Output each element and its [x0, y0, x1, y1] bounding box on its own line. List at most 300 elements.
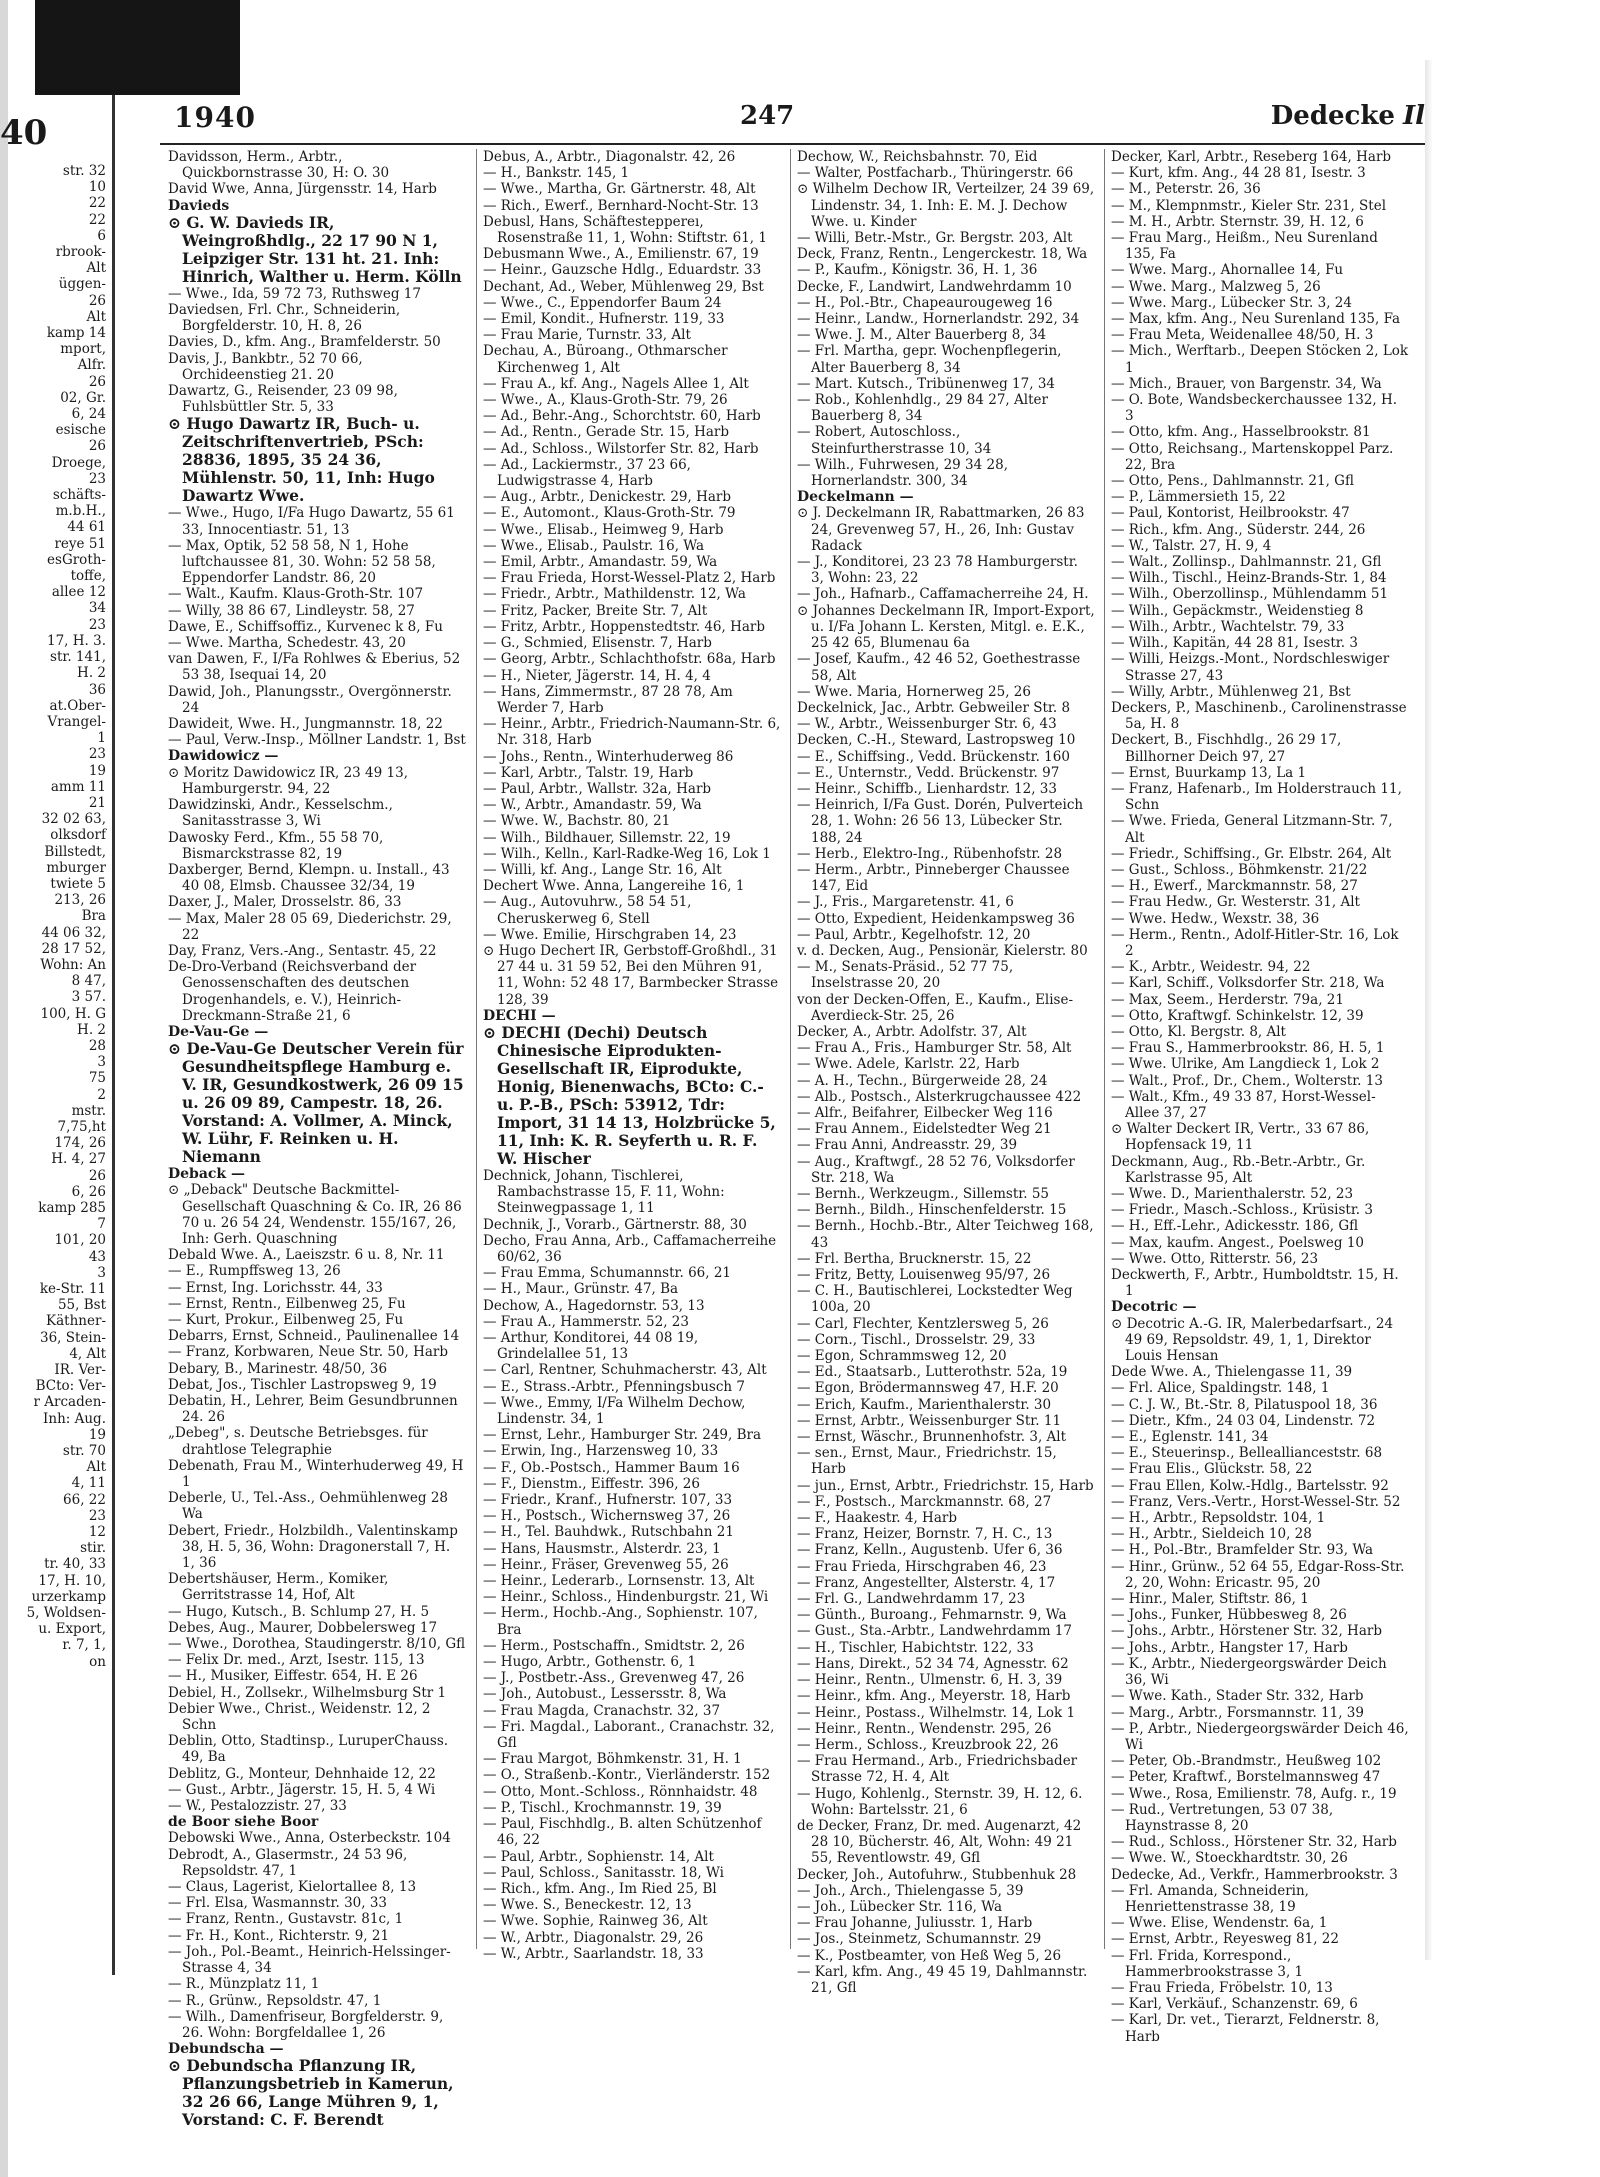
directory-entry: Debert, Friedr., Holzbildh., Valentinskamp 38, H. 5, 36, Wohn: Dragonerstall 7, H. 1, 36	[168, 1522, 458, 1572]
directory-entry: — Frau S., Hammerbrookstr. 86, H. 5, 1	[1111, 1040, 1385, 1057]
directory-entry: — Johs., Arbtr., Hörstener Str. 32, Harb	[1111, 1623, 1382, 1640]
directory-entry: — Max, Maler 28 05 69, Diederichstr. 29, 22	[168, 910, 452, 943]
directory-entry: — Wwe. Marg., Lübecker Str. 3, 24	[1111, 294, 1352, 311]
directory-entry: ⊙ Decotric A.-G. IR, Malerbedarfsart., 24 49 69, Repsoldstr. 49, 1, 1, Direktor Louis Hensan	[1111, 1315, 1394, 1365]
previous-page-line: 55, Bst	[57, 1297, 106, 1314]
directory-entry: Decker, Karl, Arbtr., Reseberg 164, Harb	[1111, 149, 1392, 165]
previous-page-line: 66, 22	[63, 1491, 106, 1508]
directory-entry: — Frau Emma, Schumannstr. 66, 21	[483, 1265, 732, 1282]
directory-entry: — Max, Seem., Herderstr. 79a, 21	[1111, 991, 1344, 1008]
directory-entry: — Fritz, Arbtr., Hoppenstedtstr. 46, Harb	[483, 618, 766, 635]
directory-entry: — Paul, Verw.-Insp., Möllner Landstr. 1, Bst	[168, 732, 466, 749]
directory-entry: — Walter, Postfacharb., Thüringerstr. 66	[797, 165, 1074, 182]
page-year: 1940	[174, 101, 256, 134]
column-4	[1104, 149, 1409, 2045]
previous-page-line: 23	[88, 616, 106, 633]
directory-entry: — E., Steuerinsp., Belleallianceststr. 68	[1111, 1445, 1383, 1462]
directory-entry: — Wwe. Martha, Schedestr. 43, 20	[168, 635, 406, 652]
previous-page-line: 19	[88, 762, 106, 779]
directory-entry: — Max, Optik, 52 58 58, N 1, Hohe luftchaussee 81, 30. Wohn: 52 58 58, Eppendorfer Landstr. 86, 20	[168, 537, 436, 587]
previous-page-line: 17, H. 10,	[38, 1572, 106, 1589]
directory-entry: — Karl, Dr. vet., Tierarzt, Feldnerstr. 8, Harb	[1111, 2012, 1380, 2045]
directory-entry: — Paul, Arbtr., Kegelhofstr. 12, 20	[797, 926, 1031, 943]
directory-entry: De-Dro-Verband (Reichsverband der Genossenschaften des deutschen Drogenhandels, e. V.), Heinrich-Dreckmann-Straße 21, 6	[168, 959, 417, 1024]
directory-entry: — Friedr., Kranf., Hufnerstr. 107, 33	[483, 1492, 733, 1509]
directory-entry: — Wwe., Martha, Gr. Gärtnerstr. 48, Alt	[483, 181, 756, 198]
directory-entry: — Wwe., Rosa, Emilienstr. 78, Aufg. r., 19	[1111, 1785, 1397, 1802]
directory-entry: Dechow, W., Reichsbahnstr. 70, Eid	[797, 149, 1038, 165]
previous-page-line: str. 141,	[50, 649, 106, 666]
page-gutter-shadow	[1425, 60, 1433, 1960]
directory-entry: ⊙ Walter Deckert IR, Vertr., 33 67 86, Hopfensack 19, 11	[1111, 1121, 1370, 1154]
directory-entry: — Ernst, Lehr., Hamburger Str. 249, Bra	[483, 1427, 762, 1444]
column-1	[168, 149, 466, 2130]
directory-entry: — Alb., Postsch., Alsterkrugchaussee 422	[797, 1088, 1082, 1105]
directory-entry: — Wwe., Ida, 59 72 73, Ruthsweg 17	[168, 285, 421, 302]
previous-page-line: 43	[88, 1248, 106, 1265]
directory-entry: — Wwe. Ulrike, Am Langdieck 1, Lok 2	[1111, 1056, 1380, 1073]
running-title	[1271, 101, 1425, 131]
directory-entry: — H., Maur., Grünstr. 47, Ba	[483, 1281, 679, 1298]
directory-entry: — Frau Margot, Böhmkenstr. 31, H. 1	[483, 1751, 742, 1768]
page-number: 247	[740, 101, 795, 131]
directory-entry: — Paul, Schloss., Sanitasstr. 18, Wi	[483, 1864, 724, 1881]
directory-entry: — Emil, Arbtr., Amandastr. 59, Wa	[483, 554, 718, 571]
directory-entry: — Otto, Pens., Dahlmannstr. 21, Gfl	[1111, 473, 1354, 490]
directory-entry: Dede Wwe. A., Thielengasse 11, 39	[1111, 1364, 1353, 1381]
directory-entry: — Heinr., kfm. Ang., Meyerstr. 18, Harb	[797, 1688, 1071, 1705]
section-heading: DECHI —	[483, 1007, 556, 1024]
directory-entry: — Otto, kfm. Ang., Hasselbrookstr. 81	[1111, 424, 1371, 441]
directory-entry: — Wilh., Fuhrwesen, 29 34 28, Hornerlandstr. 300, 34	[797, 456, 1008, 490]
directory-entry: — E., Strass.-Arbtr., Pfenningsbusch 7	[483, 1378, 745, 1395]
directory-entry: Decke, F., Landwirt, Landwehrdamm 10	[797, 278, 1072, 295]
directory-entry: — Frl. Bertha, Brucknerstr. 15, 22	[797, 1250, 1032, 1267]
directory-entry: — Wwe. D., Marienthalerstr. 52, 23	[1111, 1186, 1354, 1202]
previous-page-line: 36	[88, 681, 106, 698]
column-3	[790, 149, 1095, 1996]
directory-entry: Debatin, H., Lehrer, Beim Gesundbrunnen 24. 26	[168, 1392, 458, 1426]
previous-page-line: 2	[97, 1086, 106, 1103]
directory-entry: — Frau Elis., Glückstr. 58, 22	[1111, 1461, 1313, 1478]
directory-entry: Deckmann, Aug., Rb.-Betr.-Arbtr., Gr. Karlstrasse 95, Alt	[1111, 1153, 1366, 1186]
directory-entry: ⊙ Debundscha Pflanzung IR, Pflanzungsbetrieb in Kamerun, 32 26 66, Lange Mühren 9, 1, Vorstand: C. F. Berendt	[168, 2056, 454, 2130]
directory-entry: Dawe, E., Schiffsoffiz., Kurvenec k 8, Fu	[168, 618, 443, 635]
directory-entry: van Dawen, F., I/Fa Rohlwes & Eberius, 52 53 38, Isequai 14, 20	[168, 651, 461, 684]
directory-entry: — R., Münzplatz 11, 1	[168, 1976, 320, 1993]
directory-entry: — M. H., Arbtr. Sternstr. 39, H. 12, 6	[1111, 213, 1364, 230]
scan-dark-corner	[35, 0, 240, 95]
directory-entry: Decker, Joh., Autofuhrw., Stubbenhuk 28	[797, 1866, 1077, 1883]
directory-entry: — Wwe. Hedw., Wexstr. 38, 36	[1111, 910, 1320, 927]
directory-entry: — Heinr., Postass., Wilhelmstr. 14, Lok 1	[797, 1704, 1076, 1721]
directory-entry: Daxberger, Bernd, Klempn. u. Install., 43 40 08, Elmsb. Chaussee 32/34, 19	[168, 861, 450, 895]
directory-entry: — Wwe. Emilie, Hirschgraben 14, 23	[483, 926, 737, 943]
directory-entry: — Karl, Verkäuf., Schanzenstr. 69, 6	[1111, 1996, 1358, 2013]
directory-entry: Debusmann Wwe., A., Emilienstr. 67, 19	[483, 246, 759, 263]
previous-page-lines	[0, 163, 112, 1670]
directory-entry: — O., Straßenb.-Kontr., Vierländerstr. 152	[483, 1767, 771, 1784]
directory-entry: — Johs., Funker, Hübbesweg 8, 26	[1111, 1607, 1347, 1624]
previous-page-line: 75	[88, 1070, 106, 1087]
directory-entry: — Wilh., Arbtr., Wachtelstr. 79, 33	[1111, 618, 1345, 635]
previous-page-line: esische	[55, 422, 106, 439]
directory-entry: — Heinrich, I/Fa Gust. Dorén, Pulverteich 28, 1. Wohn: 26 56 13, Lübecker Str. 188, 24	[797, 797, 1084, 846]
previous-page-line: 21	[88, 794, 106, 811]
previous-page-line: üggen-	[58, 276, 106, 293]
directory-entry: — Frau A., Fris., Hamburger Str. 58, Alt	[797, 1040, 1072, 1057]
directory-entry: — Otto, Kraftwgf. Schinkelstr. 12, 39	[1111, 1007, 1364, 1024]
directory-entry: Debowski Wwe., Anna, Osterbeckstr. 104	[168, 1830, 451, 1847]
previous-page-line: at.Ober-	[49, 697, 106, 714]
directory-page	[160, 95, 1425, 2130]
directory-entry: Davis, J., Bankbtr., 52 70 66, Orchideenstieg 21. 20	[168, 350, 363, 383]
directory-entry: — Karl, Schiff., Volksdorfer Str. 218, Wa	[1111, 975, 1385, 992]
previous-page-line: 6, 24	[71, 406, 106, 423]
previous-page-line: r Arcaden-	[33, 1394, 106, 1411]
previous-page-line: 26	[88, 438, 106, 455]
directory-entry: — Hugo, Kutsch., B. Schlump 27, H. 5	[168, 1603, 430, 1620]
directory-entry: — Hans, Zimmermstr., 87 28 78, Am Werder 7, Harb	[483, 683, 733, 716]
directory-entry: — Heinr., Schiffb., Lienhardstr. 12, 33	[797, 780, 1057, 797]
directory-entry: ⊙ Moritz Dawidowicz IR, 23 49 13, Hamburgerstr. 94, 22	[168, 764, 408, 797]
directory-entry: — A. H., Techn., Bürgerweide 28, 24	[797, 1072, 1048, 1089]
section-heading: De-Vau-Ge —	[168, 1023, 269, 1040]
directory-entry: — E., Unternstr., Vedd. Brückenstr. 97	[797, 764, 1060, 781]
directory-entry: — Peter, Kraftwf., Borstelmannsweg 47	[1111, 1769, 1381, 1786]
directory-entry: — Franz, Kelln., Augustenb. Ufer 6, 36	[797, 1542, 1063, 1559]
previous-page-line: mburger	[46, 859, 106, 876]
directory-entry: — Robert, Autoschloss., Steinfurtherstrasse 10, 34	[797, 424, 992, 457]
directory-entry: — Frl. Elsa, Wasmannstr. 30, 33	[168, 1895, 388, 1912]
directory-entry: Davidsson, Herm., Arbtr., Quickbornstrasse 30, H: O. 30	[168, 149, 390, 182]
directory-entry: — P., Tischl., Krochmannstr. 19, 39	[483, 1799, 722, 1816]
previous-page-line: Alt	[86, 260, 106, 277]
directory-entry: — Wwe., A., Klaus-Groth-Str. 79, 26	[483, 392, 728, 409]
directory-entry: Deckert, B., Fischhdlg., 26 29 17, Billhorner Deich 97, 27	[1111, 732, 1342, 765]
directory-entry: — Gust., Sta.-Arbtr., Landwehrdamm 17	[797, 1623, 1072, 1640]
previous-page-line: olksdorf	[50, 827, 106, 844]
directory-entry: — Paul, Kontorist, Heilbrookstr. 47	[1111, 505, 1350, 522]
directory-entry: — Heinr., Arbtr., Friedrich-Naumann-Str. 6, Nr. 318, Harb	[483, 716, 781, 749]
directory-entry: ⊙ „Deback" Deutsche Backmittel-Gesellschaft Quaschning & Co. IR, 26 86 70 u. 26 54 24, Wendenstr. 155/167, 26, Inh: Gerh. Quaschning	[168, 1182, 462, 1247]
directory-entry: — Frau Hermand., Arb., Friedrichsbader Strasse 72, H. 4, Alt	[797, 1753, 1078, 1786]
directory-entry: — Georg, Arbtr., Schlachthofstr. 68a, Harb	[483, 651, 776, 668]
directory-entry: Dechert Wwe. Anna, Langereihe 16, 1	[483, 878, 745, 895]
previous-page-line: mstr.	[71, 1102, 106, 1119]
directory-entry: — P., Lämmersieth 15, 22	[1111, 489, 1286, 506]
directory-entry: — Johs., Rentn., Winterhuderweg 86	[483, 748, 734, 765]
previous-page-line: 17, H. 3.	[47, 632, 106, 649]
directory-entry: Debier Wwe., Christ., Weidenstr. 12, 2 Schn	[168, 1700, 431, 1734]
directory-entry: — Dietr., Kfm., 24 03 04, Lindenstr. 72	[1111, 1412, 1376, 1429]
directory-entry: — Frau Frieda, Horst-Wessel-Platz 2, Harb	[483, 570, 776, 587]
directory-entry: — Max, kaufm. Angest., Poelsweg 10	[1111, 1234, 1365, 1251]
directory-entry: — Hans, Hausmstr., Alsterdr. 23, 1	[483, 1540, 721, 1557]
directory-entry: Debusl, Hans, Schäftesteppereı, Rosenstraße 11, 1, Wohn: Stiftstr. 61, 1	[483, 213, 767, 247]
previous-page-line: twiete 5	[50, 875, 106, 892]
directory-entry: — J., Postbetr.-Ass., Grevenweg 47, 26	[483, 1670, 745, 1687]
directory-entry: — Walt., Kaufm. Klaus-Groth-Str. 107	[168, 586, 424, 603]
directory-entry: — Ad., Rentn., Gerade Str. 15, Harb	[483, 424, 729, 441]
directory-entry: — Walt., Kfm., 49 33 87, Horst-Wessel-Allee 37, 27	[1111, 1088, 1376, 1121]
directory-entry: ⊙ DECHI (Dechi) Deutsch Chinesische Eiprodukten-Gesellschaft IR, Eiprodukte, Honig, Bienenwachs, BCto: C.- u. P.-B., PSch: 53912, Tdr: Import, 31 14 13, Holzbrücke 5, 11, Inh: K. R. Seyferth u. R. F. W. Hischer	[483, 1022, 776, 1168]
previous-page-line: 4, Alt	[69, 1345, 106, 1362]
previous-page-line: 101, 20	[54, 1232, 106, 1249]
directory-entry: — Wwe. Adele, Karlstr. 22, Harb	[797, 1056, 1020, 1073]
directory-entry: — W., Pestalozzistr. 27, 33	[168, 1798, 347, 1815]
directory-entry: — K., Postbeamter, von Heß Weg 5, 26	[797, 1947, 1062, 1964]
section-heading: Deback —	[168, 1166, 246, 1183]
previous-page-line: amm 11	[50, 778, 106, 795]
directory-entry: — Ernst, Ing. Lorichsstr. 44, 33	[168, 1279, 383, 1296]
previous-page-line: 6	[97, 227, 106, 244]
previous-page-line: 10	[88, 179, 106, 196]
directory-entry: — H., Pol.-Btr., Chapeaurougeweg 16	[797, 294, 1053, 311]
directory-entry: — Frau A., kf. Ang., Nagels Allee 1, Alt	[483, 375, 749, 392]
directory-entry: — Heinr., Rentn., Ulmenstr. 6, H. 3, 39	[797, 1672, 1063, 1689]
directory-entry: — Frau Frieda, Hirschgraben 46, 23	[797, 1558, 1047, 1575]
directory-entry: — Josef, Kaufm., 42 46 52, Goethestrasse 58, Alt	[797, 651, 1081, 684]
directory-entry: — W., Arbtr., Weissenburger Str. 6, 43	[797, 716, 1057, 733]
directory-entry: — Carl, Rentner, Schuhmacherstr. 43, Alt	[483, 1362, 767, 1379]
entry-columns	[160, 149, 1425, 2130]
directory-entry: — E., Eglenstr. 141, 34	[1111, 1429, 1269, 1446]
previous-page-line: 100, H. G	[40, 1005, 106, 1022]
directory-entry: — Frl. Martha, gepr. Wochenpflegerin, Alter Bauerberg 8, 34	[797, 343, 1062, 376]
previous-page-line: toffe,	[70, 568, 106, 585]
directory-entry: Debat, Jos., Tischler Lastropsweg 9, 19	[168, 1376, 437, 1393]
directory-entry: — H., Tel. Bauhdwk., Rutschbahn 21	[483, 1524, 734, 1541]
directory-entry: Davies, D., kfm. Ang., Bramfelderstr. 50	[168, 334, 441, 351]
directory-entry: — R., Grünw., Repsoldstr. 47, 1	[168, 1992, 382, 2009]
directory-entry: — Rich., kfm. Ang., Süderstr. 244, 26	[1111, 521, 1366, 538]
directory-entry: Day, Franz, Vers.-Ang., Sentastr. 45, 22	[168, 942, 437, 959]
directory-entry: — Frau Marg., Heißm., Neu Surenland 135, Fa	[1111, 230, 1378, 263]
previous-page-line: 26	[88, 373, 106, 390]
directory-entry: — Ernst, Buurkamp 13, La 1	[1111, 764, 1307, 781]
previous-page-line: ke-Str. 11	[39, 1281, 106, 1298]
directory-entry: ⊙ G. W. Davieds IR, Weingroßhdlg., 22 17 90 N 1, Leipziger Str. 131 ht. 21. Inh: Hinrich, Walther u. Herm. Kölln	[168, 212, 462, 286]
directory-entry: — Aug., Kraftwgf., 28 52 76, Volksdorfer Str. 218, Wa	[797, 1153, 1075, 1186]
directory-entry: — Wwe., Dorothea, Staudingerstr. 8/10, Gfl	[168, 1636, 466, 1653]
directory-entry: „Debeg", s. Deutsche Betriebsges. für drahtlose Telegraphie	[168, 1425, 428, 1458]
previous-page-line: 23	[88, 1507, 106, 1524]
previous-page-line: kamp 285	[38, 1200, 106, 1216]
section-heading: Davieds	[168, 197, 230, 214]
directory-entry: Debes, Aug., Maurer, Dobbelersweg 17	[168, 1619, 438, 1636]
directory-entry: — Erich, Kaufm., Marienthalerstr. 30	[797, 1396, 1052, 1413]
previous-page-line: urzerkamp	[31, 1588, 106, 1605]
directory-entry: — Heinr., Fräser, Grevenweg 55, 26	[483, 1556, 729, 1573]
directory-entry: — Franz, Angestellter, Alsterstr. 4, 17	[797, 1574, 1056, 1591]
directory-entry: — F., Postsch., Marckmannstr. 68, 27	[797, 1493, 1052, 1510]
directory-entry: — Frau Ellen, Kolw.-Hdlg., Bartelsstr. 92	[1111, 1477, 1389, 1494]
previous-page-line: mport,	[60, 341, 106, 358]
directory-entry: — Frl. Amanda, Schneiderin, Henriettenstrasse 38, 19	[1111, 1882, 1309, 1915]
previous-page-line: 28 17 52,	[41, 940, 106, 957]
directory-entry: Debrodt, A., Glasermstr., 24 53 96, Repsoldstr. 47, 1	[168, 1846, 408, 1879]
directory-entry: Dawideit, Wwe. H., Jungmannstr. 18, 22	[168, 716, 443, 733]
directory-entry: — Herm., Schloss., Kreuzbrook 22, 26	[797, 1736, 1059, 1753]
directory-entry: — Claus, Lagerist, Kielortallee 8, 13	[168, 1879, 417, 1896]
directory-entry: — Joh., Hafnarb., Caffamacherreihe 24, H.	[797, 586, 1089, 603]
directory-entry: — C. H., Bautischlerei, Lockstedter Weg 100a, 20	[797, 1283, 1073, 1316]
directory-entry: — E., Rumpffsweg 13, 26	[168, 1263, 341, 1280]
directory-entry: — Frau Annem., Eidelstedter Weg 21	[797, 1121, 1052, 1138]
previous-page-line: Inh: Aug.	[43, 1410, 106, 1427]
directory-entry: — Ernst, Arbtr., Reyesweg 81, 22	[1111, 1931, 1339, 1948]
directory-entry: — Wilh., Damenfriseur, Borgfelderstr. 9, 26. Wohn: Borgfeldallee 1, 26	[168, 2008, 444, 2041]
previous-page-line: 8 47,	[71, 973, 106, 990]
directory-entry: Dechnick, Johann, Tischlerei, Rambachstrasse 15, F. 11, Wohn: Steinwegpassage 1, 11	[483, 1167, 725, 1217]
directory-entry: — Hugo, Kohlenlg., Sternstr. 39, H. 12, 6. Wohn: Bartelsstr. 21, 6	[797, 1785, 1083, 1818]
previous-page-line: schäfts-	[52, 487, 106, 504]
directory-entry: — Marg., Arbtr., Forsmannstr. 11, 39	[1111, 1704, 1364, 1721]
previous-page-line: 44 61	[67, 519, 106, 536]
column-2	[476, 149, 781, 1962]
directory-entry: — Otto, Mont.-Schloss., Rönnhaidstr. 48	[483, 1783, 758, 1800]
previous-page-line: BCto: Ver-	[35, 1378, 106, 1395]
directory-entry: — Mich., Werftarb., Deepen Stöcken 2, Lok 1	[1111, 343, 1409, 376]
running-title-name: Dedecke	[1270, 101, 1395, 131]
directory-entry: de Decker, Franz, Dr. med. Augenarzt, 42 28 10, Bücherstr. 46, Alt, Wohn: 49 21 55, Reventlowstr. 49, Gfl	[797, 1817, 1082, 1867]
directory-entry: — Wilh., Bildhauer, Sillemstr. 22, 19	[483, 829, 731, 846]
directory-entry: — Friedr., Arbtr., Mathildenstr. 12, Wa	[483, 586, 746, 603]
directory-entry: — Paul, Arbtr., Wallstr. 32a, Harb	[483, 780, 712, 797]
directory-entry: — M., Klempnmstr., Kieler Str. 231, Stel	[1111, 197, 1387, 214]
directory-entry: — K., Arbtr., Niedergeorgswärder Deich 36, Wi	[1111, 1655, 1387, 1689]
directory-entry: — Hinr., Maler, Stiftstr. 86, 1	[1111, 1591, 1309, 1608]
directory-entry: — Willi, kf. Ang., Lange Str. 16, Alt	[483, 861, 722, 878]
directory-entry: — Franz, Korbwaren, Neue Str. 50, Harb	[168, 1344, 448, 1361]
directory-entry: — Rud., Schloss., Hörstener Str. 32, Harb	[1111, 1834, 1397, 1851]
directory-entry: — Herm., Arbtr., Pinneberger Chaussee 147, Eid	[797, 861, 1070, 895]
directory-entry: — Ad., Schloss., Wilstorfer Str. 82, Harb	[483, 440, 759, 457]
directory-entry: — Wwe., Elisab., Paulstr. 16, Wa	[483, 537, 705, 554]
directory-entry: — Fr. H., Kont., Richterstr. 9, 21	[168, 1927, 390, 1944]
directory-entry: — Wwe., Hugo, I/Fa Hugo Dawartz, 55 61 33, Innocentiastr. 51, 13	[168, 505, 455, 538]
directory-entry: — Frl. G., Landwehrdamm 17, 23	[797, 1591, 1026, 1608]
directory-entry: Deck, Franz, Rentn., Lengerckestr. 18, Wa	[797, 246, 1088, 263]
directory-entry: Debus, A., Arbtr., Diagonalstr. 42, 26	[483, 149, 736, 165]
directory-entry: — Wwe. Frieda, General Litzmann-Str. 7, Alt	[1111, 813, 1393, 846]
directory-entry: — Felix Dr. med., Arzt, Isestr. 115, 13	[168, 1652, 425, 1669]
directory-entry: — Mich., Brauer, von Bargenstr. 34, Wa	[1111, 375, 1382, 392]
directory-entry: — Frau Marie, Turnstr. 33, Alt	[483, 327, 691, 344]
directory-entry: — Rich., kfm. Ang., Im Ried 25, Bl	[483, 1880, 717, 1897]
directory-entry: — jun., Ernst, Arbtr., Friedrichstr. 15, Harb	[797, 1477, 1094, 1494]
directory-entry: — O. Bote, Wandsbeckerchaussee 132, H. 3	[1111, 392, 1398, 425]
directory-entry: — W., Arbtr., Diagonalstr. 29, 26	[483, 1929, 704, 1946]
directory-entry: — Wwe., Elisab., Heimweg 9, Harb	[483, 521, 724, 538]
directory-entry: — H., Postsch., Wichernsweg 37, 26	[483, 1508, 731, 1525]
previous-page-line: u. Export,	[38, 1621, 106, 1638]
directory-entry: Debald Wwe. A., Laeiszstr. 6 u. 8, Nr. 11	[168, 1247, 445, 1264]
directory-entry: — H., Tischler, Habichtstr. 122, 33	[797, 1639, 1034, 1656]
directory-entry: — Fritz, Betty, Louisenweg 95/97, 26	[797, 1267, 1051, 1284]
directory-entry: Dawosky Ferd., Kfm., 55 58 70, Bismarckstrasse 82, 19	[168, 829, 384, 862]
section-heading: Debundscha —	[168, 2041, 284, 2058]
previous-page-line: tr. 40, 33	[44, 1556, 106, 1573]
directory-entry: — sen., Ernst, Maur., Friedrichstr. 15, Harb	[797, 1445, 1057, 1478]
directory-entry: ⊙ Johannes Deckelmann IR, Import-Export, u. I/Fa Johann L. Kersten, Mitgl. e. E.K., 25 42 65, Blumenau 6a	[797, 602, 1095, 652]
previous-page-line: 34	[88, 600, 106, 617]
directory-entry: — P., Kaufm., Königstr. 36, H. 1, 36	[797, 262, 1038, 279]
directory-entry: — Fri. Magdal., Laborant., Cranachstr. 32, Gfl	[483, 1718, 775, 1752]
directory-entry: — J., Fris., Margaretenstr. 41, 6	[797, 894, 1014, 911]
previous-page-line: 22	[88, 211, 106, 228]
directory-entry: — Wilh., Oberzollinsp., Mühlendamm 51	[1111, 586, 1389, 603]
directory-entry: — H., Nieter, Jägerstr. 14, H. 4, 4	[483, 667, 711, 684]
directory-entry: v. d. Decken, Aug., Pensionär, Kielerstr. 80	[797, 942, 1088, 959]
directory-entry: Deberle, U., Tel.-Ass., Oehmühlenweg 28 Wa	[168, 1490, 448, 1523]
previous-page-line: reye 51	[54, 535, 106, 552]
directory-entry: ⊙ Hugo Dawartz IR, Buch- u. Zeitschriftenvertrieb, PSch: 28836, 1895, 35 24 36, Mühlenstr. 50, 11, Inh: Hugo Dawartz Wwe.	[168, 414, 435, 506]
previous-page-line: 4, 11	[71, 1475, 106, 1492]
directory-entry: — Herm., Postschaffn., Smidtstr. 2, 26	[483, 1637, 745, 1654]
directory-entry: — Joh., Arch., Thielengasse 5, 39	[797, 1882, 1024, 1899]
previous-page-line: H. 2	[77, 1021, 106, 1038]
directory-entry: — Frau Magda, Cranachstr. 32, 37	[483, 1702, 721, 1719]
directory-entry: Deblin, Otto, Stadtinsp., LuruperChauss. 49, Ba	[168, 1733, 449, 1766]
directory-entry: — Joh., Lübecker Str. 116, Wa	[797, 1898, 1002, 1915]
previous-page-line: r. 7, 1,	[62, 1637, 106, 1654]
directory-entry: — Friedr., Masch.-Schloss., Krüsistr. 3	[1111, 1202, 1373, 1219]
previous-page-line: 12	[88, 1524, 106, 1541]
directory-entry: — Heinr., Rentn., Wendenstr. 295, 26	[797, 1720, 1052, 1737]
directory-entry: ⊙ Wilhelm Dechow IR, Verteilzer, 24 39 69, Lindenstr. 34, 1. Inh: E. M. J. Dechow Wwe. u. Kinder	[797, 181, 1095, 230]
directory-entry: — F., Ob.-Postsch., Hammer Baum 16	[483, 1459, 740, 1476]
directory-entry: — Wilh., Kapitän, 44 28 81, Isestr. 3	[1111, 635, 1358, 652]
directory-entry: — Walt., Zollinsp., Dahlmannstr. 21, Gfl	[1111, 554, 1382, 571]
previous-page-line: H. 2	[77, 665, 106, 682]
directory-entry: — Joh., Pol.-Beamt., Heinrich-Helssinger-Strasse 4, 34	[168, 1943, 451, 1977]
directory-entry: — Paul, Arbtr., Sophienstr. 14, Alt	[483, 1848, 714, 1865]
directory-entry: — Ad., Behr.-Ang., Schorchtstr. 60, Harb	[483, 408, 761, 425]
previous-page-line: Bra	[81, 908, 106, 925]
directory-entry: Debarrs, Ernst, Schneid., Paulinenallee 14	[168, 1328, 460, 1345]
previous-page-line: 22	[88, 195, 106, 212]
directory-entry: — Franz, Rentn., Gustavstr. 81c, 1	[168, 1911, 404, 1928]
previous-page-line: str. 32	[62, 163, 106, 179]
directory-entry: Dawartz, G., Reisender, 23 09 98, Fuhlsbüttler Str. 5, 33	[168, 383, 398, 416]
directory-entry: — Johs., Arbtr., Hangster 17, Harb	[1111, 1639, 1348, 1656]
directory-entry: — Wilh., Kelln., Karl-Radke-Weg 16, Lok 1	[483, 845, 771, 862]
directory-entry: — P., Arbtr., Niedergeorgswärder Deich 46, Wi	[1111, 1720, 1409, 1753]
directory-entry: — J., Konditorei, 23 23 78 Hamburgerstr. 3, Wohn: 23, 22	[797, 554, 1078, 587]
directory-entry: — Friedr., Schiffsing., Gr. Elbstr. 264, Alt	[1111, 845, 1392, 862]
directory-entry: Decker, A., Arbtr. Adolfstr. 37, Alt	[797, 1023, 1027, 1040]
directory-entry: — Max, kfm. Ang., Neu Surenland 135, Fa	[1111, 311, 1401, 328]
directory-entry: — Egon, Schrammsweg 12, 20	[797, 1348, 1007, 1365]
directory-entry: — Ed., Staatsarb., Lutterothstr. 52a, 19	[797, 1364, 1068, 1381]
previous-page-line: 36, Stein-	[40, 1329, 106, 1346]
previous-page-line: 26	[88, 292, 106, 309]
directory-entry: — Rich., Ewerf., Bernhard-Nocht-Str. 13	[483, 197, 759, 214]
directory-entry: Dechow, A., Hagedornstr. 53, 13	[483, 1297, 705, 1314]
directory-entry: — Wwe., C., Eppendorfer Baum 24	[483, 294, 722, 311]
previous-page-line: Alt	[86, 1459, 106, 1476]
directory-entry: — Günth., Buroang., Fehmarnstr. 9, Wa	[797, 1607, 1067, 1624]
directory-entry: — Frau Hedw., Gr. Westerstr. 31, Alt	[1111, 894, 1360, 911]
directory-entry: — Wwe. Otto, Ritterstr. 56, 23	[1111, 1250, 1319, 1267]
directory-entry: — F., Dienstm., Eiffestr. 396, 26	[483, 1475, 700, 1492]
directory-entry: — Ernst, Rentn., Eilbenweg 25, Fu	[168, 1295, 406, 1312]
previous-page-line: 44 06 32,	[41, 924, 106, 941]
previous-page-line: 213, 26	[54, 892, 106, 909]
directory-entry: — Wwe. S., Beneckestr. 12, 13	[483, 1897, 692, 1914]
